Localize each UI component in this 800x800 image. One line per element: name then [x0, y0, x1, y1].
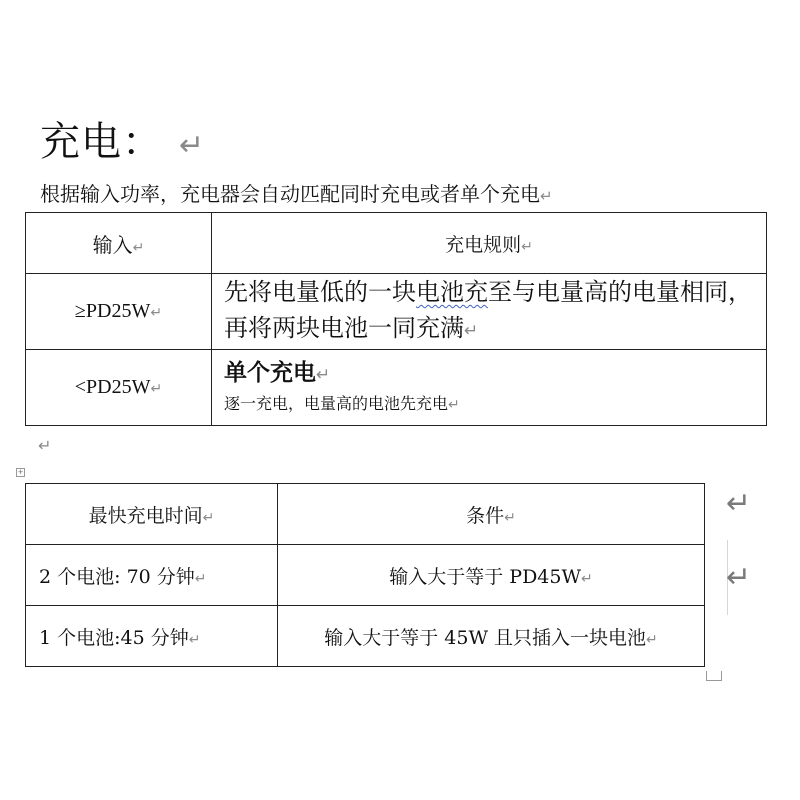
cell-end-mark-icon: ↵ [646, 631, 658, 648]
cell-input[interactable]: ≥PD25W↵ [26, 274, 212, 350]
row-end-mark-icon: ↵ [726, 560, 752, 595]
paragraph-mark-icon: ↵ [179, 128, 206, 163]
cell-end-mark-icon: ↵ [188, 631, 201, 648]
cell-end-mark-icon: ↵ [150, 305, 163, 321]
cell-end-mark-icon: ↵ [521, 238, 533, 255]
rule-detail: 逐一充电，电量高的电池先充电↵ [224, 394, 460, 413]
paragraph-mark-icon: ↵ [540, 187, 553, 205]
cell-condition[interactable]: 输入大于等于 PD45W↵ [278, 545, 705, 606]
charging-time-table [25, 483, 705, 667]
table-resize-handle-icon[interactable] [706, 671, 722, 681]
paragraph-mark-icon: ↵ [38, 436, 52, 455]
cell-end-mark-icon: ↵ [202, 509, 215, 526]
header-cell-condition[interactable]: 条件↵ [278, 484, 705, 545]
intro-paragraph [40, 180, 553, 210]
cell-rule[interactable] [212, 274, 767, 350]
header-cell-input[interactable]: 输入↵ [26, 213, 212, 274]
cell-condition[interactable]: 输入大于等于 45W 且只插入一块电池↵ [278, 606, 705, 667]
rule-text: 先将电量低的一块电池充至与电量高的电量相同，再将两块电池一同充满↵ [224, 278, 752, 342]
paragraph-mark-icon: ↵ [316, 365, 331, 385]
cell-end-mark-icon: ↵ [132, 239, 145, 256]
table-row [26, 606, 705, 667]
cell-time[interactable]: 2 个电池: 70 分钟↵ [26, 545, 278, 606]
header-cell-rule[interactable]: 充电规则↵ [212, 213, 767, 274]
cell-end-mark-icon: ↵ [150, 381, 163, 397]
cell-end-mark-icon: ↵ [448, 397, 460, 413]
cell-end-mark-icon: ↵ [464, 321, 479, 341]
table-row [26, 274, 767, 350]
section-heading [40, 116, 205, 172]
table-row [26, 350, 767, 426]
rule-title: 单个充电↵ [224, 360, 331, 386]
cell-end-mark-icon: ↵ [194, 570, 207, 587]
spellcheck-underline: 电池充 [416, 278, 488, 306]
table-row [26, 545, 705, 606]
cell-time[interactable]: 1 个电池:45 分钟↵ [26, 606, 278, 667]
table-move-handle-icon[interactable]: + [17, 468, 24, 476]
cell-end-mark-icon: ↵ [581, 570, 593, 587]
table-header-row [26, 484, 705, 545]
row-end-mark-icon: ↵ [726, 486, 752, 521]
header-cell-time[interactable]: 最快充电时间↵ [26, 484, 278, 545]
charging-rules-table [25, 212, 767, 426]
cell-end-mark-icon: ↵ [504, 509, 516, 526]
intro-text: 根据输入功率，充电器会自动匹配同时充电或者单个充电 [40, 182, 540, 206]
table-header-row [26, 213, 767, 274]
heading-text: 充电： [40, 119, 163, 165]
cell-rule[interactable] [212, 350, 767, 426]
cell-input[interactable]: <PD25W↵ [26, 350, 212, 426]
